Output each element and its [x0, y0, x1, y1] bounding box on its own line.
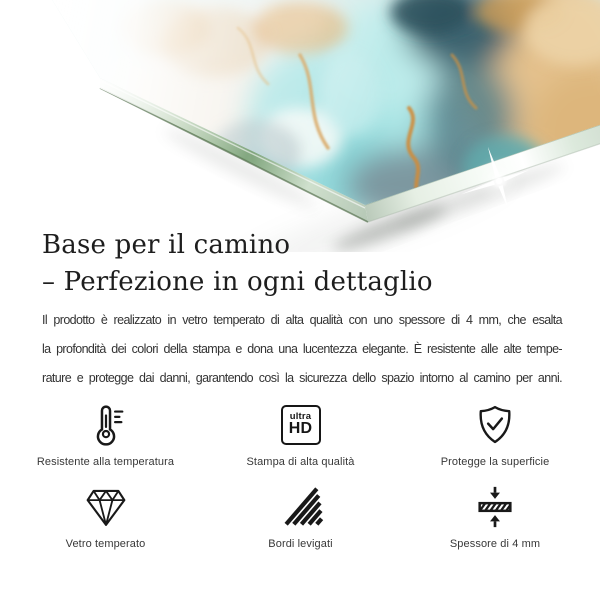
ultra-hd-badge-top: ultra: [289, 410, 312, 422]
ultra-hd-icon: [281, 405, 321, 445]
feature-label: Vetro temperato: [65, 538, 146, 550]
page-title: [42, 227, 433, 301]
feature-icon-box: [472, 482, 518, 532]
feature-icon-box: [83, 400, 129, 450]
feature-temperature: [8, 400, 203, 470]
feature-label: Spessore di 4 mm: [449, 538, 541, 550]
shield-check-icon: [473, 403, 517, 447]
thermometer-icon: [83, 402, 129, 448]
title-line-1: Base per il camino: [42, 230, 291, 260]
polished-edges-icon: [278, 484, 324, 530]
feature-surface-protection: [398, 400, 592, 470]
feature-label: Stampa di alta qualità: [246, 456, 355, 468]
thickness-4mm-icon: [472, 484, 518, 530]
description-line: Il prodotto è realizzato in vetro temperato di alta qualità con uno spessore di 4 mm, che esalta: [42, 313, 562, 327]
feature-label: Resistente alla temperatura: [36, 456, 175, 468]
description-line: la profondità dei colori della stampa e dona una lucentezza elegante. È resistente alle alte tempe-: [42, 342, 562, 356]
feature-icon-box: [278, 482, 324, 532]
feature-grid: [0, 400, 592, 552]
description-line: rature e protegge dai danni, garantendo così la sicurezza dello spazio intorno al camino per anni.: [42, 371, 562, 385]
title-line-2: – Perfezione in ogni dettaglio: [42, 267, 433, 297]
feature-tempered-glass: [8, 482, 203, 552]
feature-icon-box: [473, 400, 517, 450]
feature-icon-box: [83, 482, 129, 532]
product-description-text: [42, 306, 562, 393]
feature-label: Bordi levigati: [268, 538, 333, 550]
feature-thickness: [398, 482, 592, 552]
feature-polished-edges: [203, 482, 398, 552]
marble-artwork: [0, 0, 600, 252]
ultra-hd-badge-bottom: HD: [288, 420, 313, 438]
product-photo-glass-panel: [0, 0, 600, 252]
feature-label: Protegge la superficie: [440, 456, 550, 468]
feature-icon-box: [281, 400, 321, 450]
diamond-icon: [83, 485, 129, 529]
feature-print-quality: [203, 400, 398, 470]
